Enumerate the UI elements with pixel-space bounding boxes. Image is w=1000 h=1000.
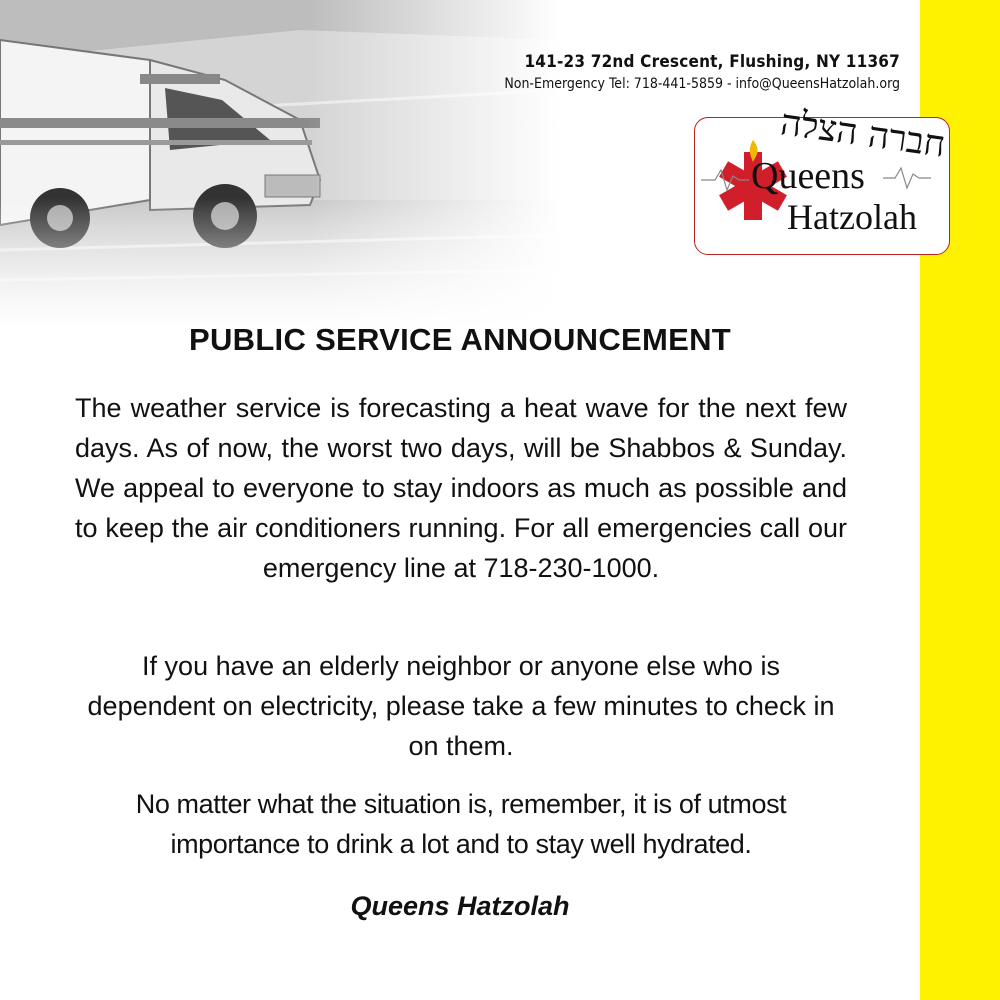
logo-queens-text: Queens	[751, 155, 865, 197]
announcement-paragraph-1: The weather service is forecasting a heat wave for the next few days. As of now, the worst two days, will be Shabbos & Sunday. We appeal to everyone to stay indoors as much as possible and to keep the air conditioners running. For all emergencies call our emergency line at 718-230-1000.	[75, 393, 847, 583]
queens-hatzolah-logo	[694, 102, 950, 255]
signature: Queens Hatzolah	[350, 891, 570, 921]
header-address-block	[504, 52, 900, 92]
announcement-paragraph-2: If you have an elderly neighbor or anyone else who is dependent on electricity, please take a few minutes to check in on them.	[87, 651, 835, 761]
logo-hebrew-text: חברה הצלה	[778, 102, 948, 166]
ambulance-photo	[0, 0, 560, 330]
logo-hatzolah-text: Hatzolah	[787, 197, 917, 237]
address-line: 141-23 72nd Crescent, Flushing, NY 11367	[524, 52, 900, 72]
announcement-title: PUBLIC SERVICE ANNOUNCEMENT	[188, 322, 732, 357]
announcement-paragraph-3: No matter what the situation is, remember, it is of utmost importance to drink a lot and to stay well hydrated.	[135, 789, 787, 859]
contact-line: Non-Emergency Tel: 718-441-5859 - info@QueensHatzolah.org	[504, 76, 900, 92]
